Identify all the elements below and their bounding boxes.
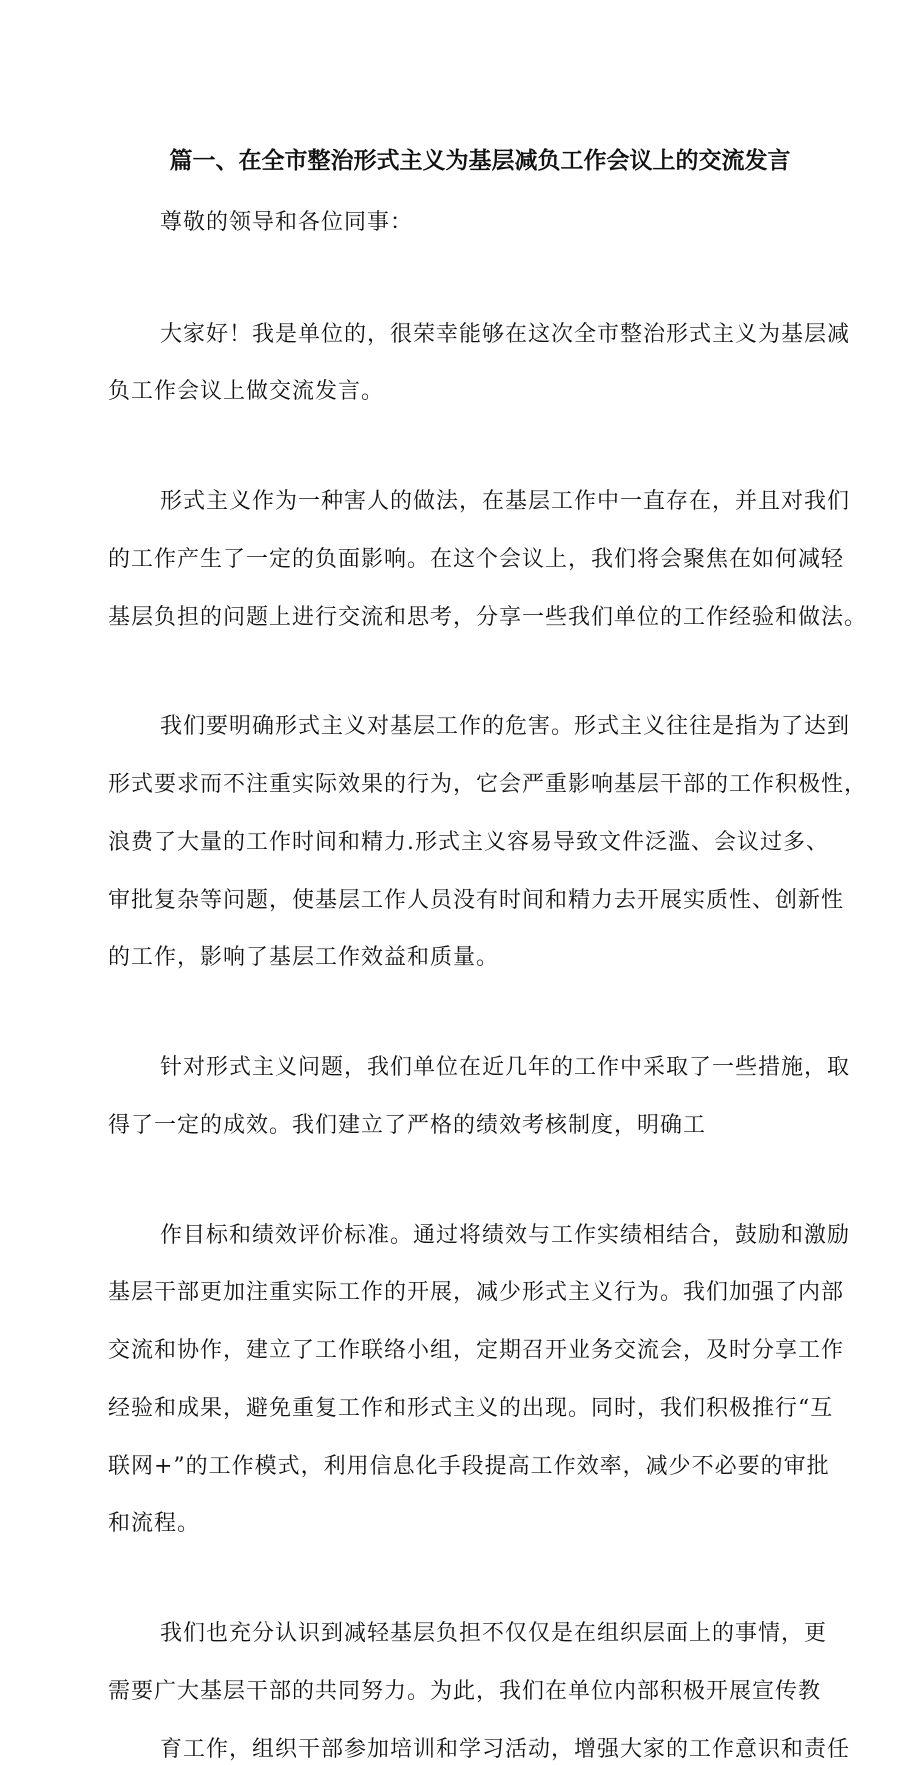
paragraph-line: 负工作会议上做交流发言。 xyxy=(108,379,385,404)
paragraph-line: 育工作，组织干部参加培训和学习活动，增强大家的工作意识和责任 xyxy=(160,1737,851,1762)
paragraph-line: 需要广大基层干部的共同努力。为此，我们在单位内部积极开展宣传教 xyxy=(108,1679,822,1704)
paragraph-line: 基层负担的问题上进行交流和思考，分享一些我们单位的工作经验和做法。 xyxy=(108,605,868,630)
paragraph-line: 我们也充分认识到减轻基层负担不仅仅是在组织层面上的事情，更 xyxy=(160,1621,828,1646)
paragraph-line: 作目标和绩效评价标准。通过将绩效与工作实绩相结合，鼓励和激励 xyxy=(160,1223,851,1248)
paragraph-line: 形式要求而不注重实际效果的行为，它会严重影响基层干部的工作积极性， xyxy=(108,772,868,797)
salutation-line: 尊敬的领导和各位同事： xyxy=(160,210,414,235)
paragraph-line: 得了一定的成效。我们建立了严格的绩效考核制度，明确工 xyxy=(108,1113,707,1138)
paragraph-line: 交流和协作，建立了工作联络小组，定期召开业务交流会，及时分享工作 xyxy=(108,1338,845,1363)
paragraph-line: 针对形式主义问题，我们单位在近几年的工作中采取了一些措施，取 xyxy=(160,1055,851,1080)
document-title: 篇一、在全市整治形式主义为基层减负工作会议上的交流发言 xyxy=(169,148,791,174)
paragraph-line: 浪费了大量的工作时间和精力.形式主义容易导致文件泛滥、会议过多、 xyxy=(108,830,829,855)
paragraph-line: 审批复杂等问题，使基层工作人员没有时间和精力去开展实质性、创新性 xyxy=(108,888,845,913)
paragraph-line: 形式主义作为一种害人的做法，在基层工作中一直存在，并且对我们 xyxy=(160,489,851,514)
paragraph-line: 的工作，影响了基层工作效益和质量。 xyxy=(108,945,500,970)
paragraph-line: 和流程。 xyxy=(108,1511,201,1536)
paragraph-line: 联网+”的工作模式，利用信息化手段提高工作效率，减少不必要的审批 xyxy=(108,1454,830,1479)
paragraph-line: 的工作产生了一定的负面影响。在这个会议上，我们将会聚焦在如何减轻 xyxy=(108,547,845,572)
paragraph-line: 经验和成果，避免重复工作和形式主义的出现。同时，我们积极推行“互 xyxy=(108,1396,834,1421)
paragraph-line: 大家好！我是单位的，很荣幸能够在这次全市整治形式主义为基层减 xyxy=(160,322,851,347)
paragraph-line: 我们要明确形式主义对基层工作的危害。形式主义往往是指为了达到 xyxy=(160,714,851,739)
paragraph-line: 基层干部更加注重实际工作的开展，减少形式主义行为。我们加强了内部 xyxy=(108,1280,845,1305)
